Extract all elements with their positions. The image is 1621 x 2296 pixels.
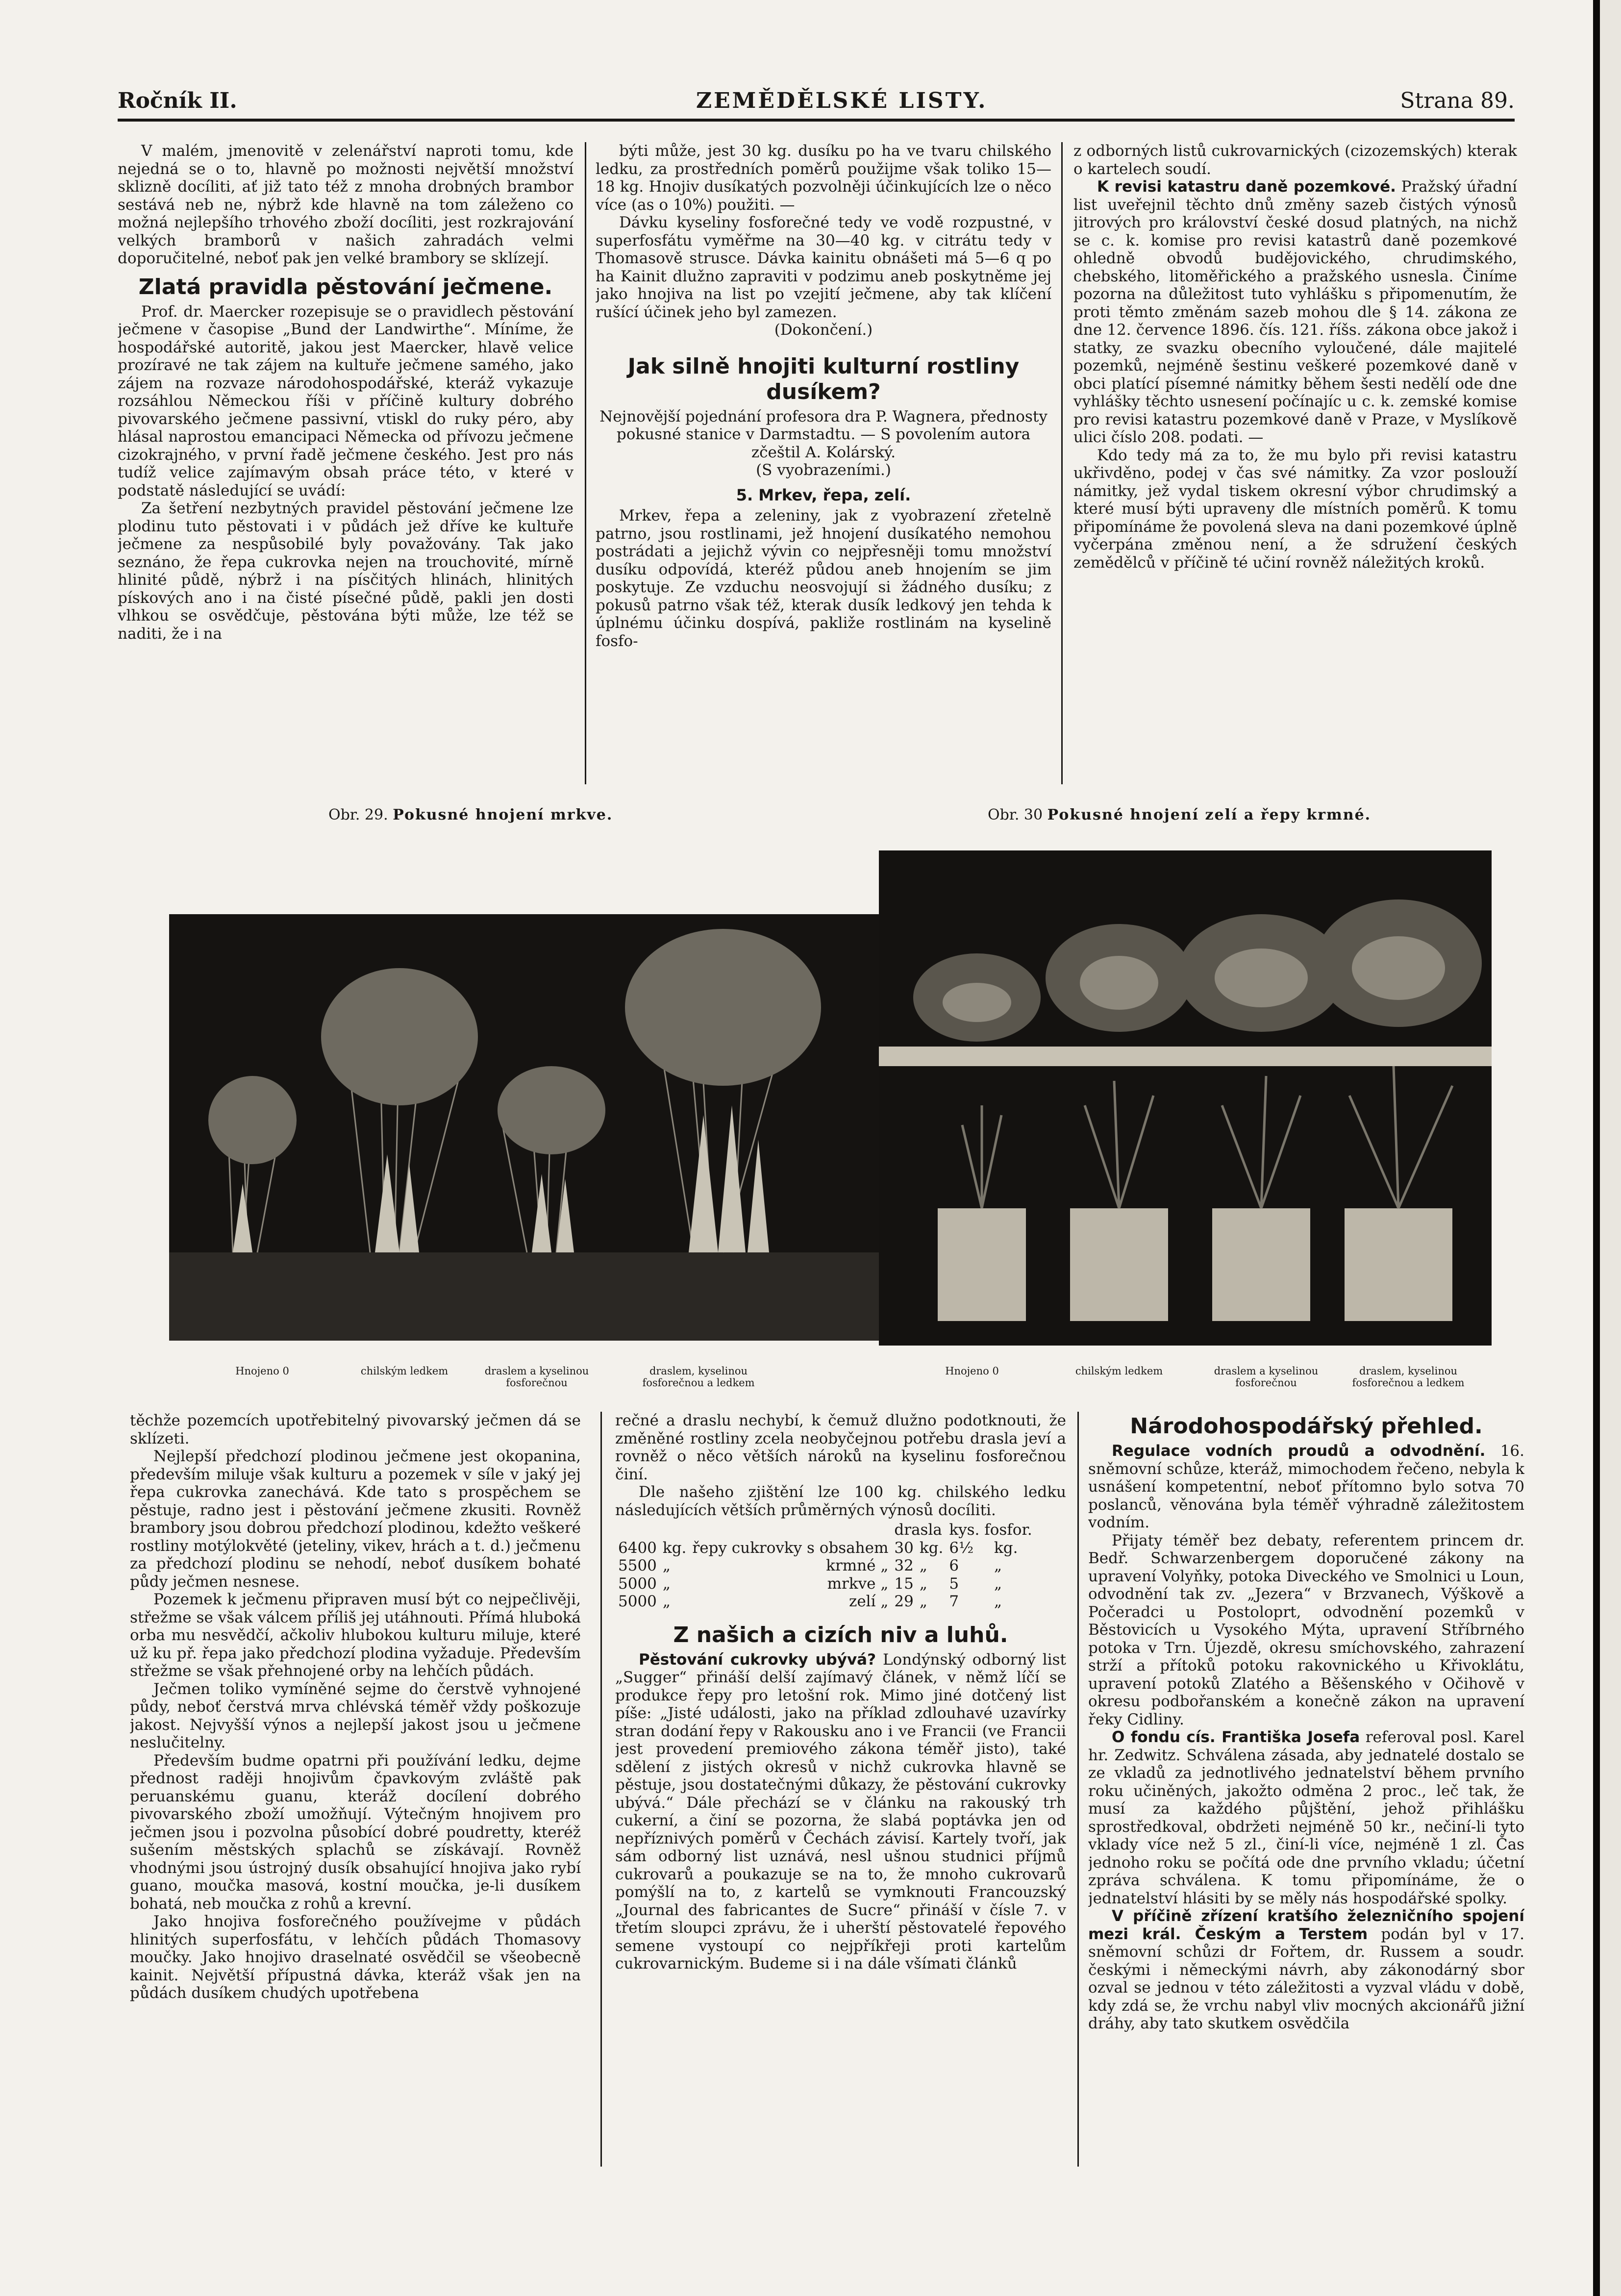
paragraph-text: 16. sněmovní schůze, kteráž, mimochodem řečeno, nebyla k usnášení kompetentní, neboť přítomno bylo sotva 70 poslanců, věnována byla téměř výhradně záležitostem vodním. [1088,1442,1524,1531]
figure-number: Obr. 30 [988,806,1043,824]
carrot-illustration [169,914,895,1341]
cabbage-beet-experiment-photo [879,850,1492,1346]
header-rule [118,119,1515,122]
cell: kg. [919,1539,944,1557]
cell: 32 [894,1557,914,1574]
paragraph: z odborných listů cukrovarnických (cizozemských) kterak o kartelech soudí. [1073,142,1517,178]
cell: 29 [894,1593,914,1610]
illustration-note: (S vyobrazeními.) [756,461,891,479]
cell: 5000 [618,1574,657,1593]
table-row [615,1557,1035,1575]
paragraph [1088,1442,1524,1532]
figure-title: Pokusné hnojení zelí a řepy krmné. [1047,806,1372,824]
paragraph: Mrkev, řepa a zeleniny, jak z vyobrazení zřetelně patrno, jsou rostlinami, jež hnojení dusíkatého nemohou postrádati a jejichž vývin co nejpřesněji tomu množství dusíku odpovídá, kteréž půdou aneb hnojením se jim poskytuje. Ze vzduchu neosvojují si žádného dusíku; z pokusů patrno však též, kterak dusík ledkový jen tehda k úplnému účinku dospívá, pakliže rostlinám na kyselině fosfo- [596,507,1051,650]
article-heading: Jak silně hnojiti kulturní rostliny dusíkem? [627,353,1020,404]
cell: 6 [949,1557,959,1574]
paragraph: Dle našeho zjištění lze 100 kg. chilského ledku následujících větších průměrných výnosů docíliti. [615,1483,1066,1519]
column-header: drasla [894,1521,942,1539]
section-heading: Z našich a cizích niv a luhů. [673,1622,1008,1647]
paragraph-text: referoval posl. Karel hr. Zedwitz. Schválena zásada, aby jednatelé dostalo se ze vkladů za jednotlivého jednatelství během prvního roku učiněných, jakožto odměna 2 proc., leč tak, že musí za každého půjštění, jehož přihlášku sprostředkoval, obdržeti nejméně 50 kr., nečiní-li tyto vklady více než 5 zl., činí-li více, nejméně 1 zl. Čas jednoho roku se počítá ode dne prvního vkladu; účetní zpráva schválena. K tomu připomínáme, že o jednatelství hlásiti by se měly nás hospodářské spolky. [1088,1728,1524,1907]
cell: „ [662,1574,671,1593]
plot-label: Hnojeno 0 [945,1365,999,1377]
paragraph: Za šetření nezbytných pravidel pěstování ječmene lze plodinu tuto pěstovati i v půdách jež dříve ke kultuře ječmene za nespůsobilé byly považovány. Tak jako seznáno, že řepa cukrovka nejen na trouchovité, mírně hlinité půdě, nýbrž i na písčitých hlinách, hlinitých pískových ano i na čisté písečné půdě, pakli jen dosti vlhkou se osvědčuje, pěstována býti může, lze též se naditi, že i na [118,499,574,643]
cell: kg. [662,1539,687,1557]
plot-label: chilským ledkem [360,1365,449,1377]
figure-title: Pokusné hnojení mrkve. [393,806,613,824]
cell: „ [919,1593,927,1610]
plot-label: draslem a kyselinou fosforečnou [1214,1365,1319,1389]
column-2-top [596,142,1051,789]
cell: 15 [894,1574,914,1593]
paragraph-text: podán byl v 17. sněmovní schůzi dr Fořtem, dr. Russem a soudr. českými i německými návrh, aby zákonodárný sbor ozval se jednou v této záležitosti a vyzval vládu v době, kdy zdá se, že vrchu nabyl vliv mocných akcionářů jižní dráhy, aby tato skutkem osvědčila [1088,1925,1524,2032]
plot-label: draslem a kyselinou fosforečnou [484,1365,589,1389]
article-lead: V příčině zřízení kratšího železničního spojení mezi král. Českým a Terstem [1088,1907,1524,1943]
continuation-note: (Dokončení.) [774,321,873,339]
figure-30-labels [879,1365,1492,1395]
column-1-top [118,142,574,789]
paragraph [615,1651,1066,1973]
column-divider [600,1412,602,2167]
article-lead: Pěstování cukrovky ubývá? [639,1650,876,1669]
figure-30-caption [988,806,1371,824]
paragraph: Přijaty téměř bez debaty, referentem princem dr. Bedř. Schwarzenbergem doporučené zákony na upravení Volyňky, potoka Diveckého ve Smolnici u Loun, odvodnění tak zv. „Jezera“ v Brzvanech, Výškově a Počeradci u Postoloprt, odvodnění pozemků v Běstovicích u Vysokého Mýta, upravení Stříbrného potoka v Trn. Újezdě, okresu smíchovského, zahrazení strží a přítoků potoku rakovnického u Křivoklátu, upravení potoků Zlatého a Běšenského v Očihově v okresu podbořanském a konečně zákon na upravení řeky Cidliny. [1088,1531,1524,1728]
page-number: Strana 89. [1400,88,1515,113]
cell: „ [919,1574,927,1593]
cell: „ [994,1574,1002,1593]
table-row [615,1539,1035,1557]
paragraph: Jako hnojiva fosforečného používejme v půdách hlinitých superfosfátu, v lehčích půdách Thomasovy moučky. Jako hnojivo draselnaté osvědčil se všeobecně kainit. Největší přípustná dávka, kteráž však jen na půdách dusíkem chudých upotřebena [130,1913,581,2002]
page-header [118,88,1515,118]
column-1-bottom [130,1412,581,2167]
figure-29-labels [169,1365,895,1395]
article-heading: Zlatá pravidla pěstování ječmene. [138,274,553,299]
plot-label: draslem, kyselinou fosforečnou a ledkem [1352,1365,1465,1389]
cell: 6½ [949,1539,974,1557]
cell: mrkve „ [827,1574,889,1593]
paragraph: Pozemek k ječmenu připraven musí být co nejpečlivěji, střežme se však válcem příliš jej utáhnouti. Přímá hluboká orba mu nesvědčí, ačkoliv hlubokou kulturu miluje, které už ku př. řepa jako předchozí plodina vyžaduje. Především střežme se však přehnojené orby na lehčích půdách. [130,1591,581,1680]
section-subheading: 5. Mrkev, řepa, zelí. [736,485,911,504]
cell: 5000 [618,1593,657,1610]
cell: „ [662,1557,671,1574]
figure-29-caption [328,806,613,824]
figure-number: Obr. 29. [328,806,388,824]
paragraph [1088,1907,1524,2033]
cell: zelí „ [848,1593,889,1610]
table-header-row [615,1521,1035,1539]
column-divider [1077,1412,1079,2167]
column-divider [1061,142,1063,784]
column-divider [585,142,586,784]
paragraph: Kdo tedy má za to, že mu bylo při revisi katastru ukřivděno, podej v čas své námitky. Za vzor poslouží námitky, jež vydal tiskem okresní výbor chrudimský a které musí býti upraveny dle místních poměrů. K tomu připomínáme že povolená sleva na dani pozemkové úplně vyčerpána změnou není, a že sdružení českých zemědělců v příčině té učiní rovněž náležitých kroků. [1073,446,1517,572]
paragraph-text: Pražský úřadní list uveřejnil těchto dnů změny sazeb čistých výnosů jitrových pro království české dosud platných, na nichž se c. k. komise pro revisi katastrů daně pozemkové ohledně obvodů budějovického, chrudimského, chebského, litoměřického a pražského usnesla. Činíme pozorna na důležitost tuto vyhlášku s připomenutím, že proti těmto změnám sazeb mohou dle § 14. zákona ze dne 12. července 1896. čís. 121. říšs. zákona obce jakož i statky, ze svazku obecního vyloučené, dále majitelé pozemků, nejméně šestinu veškeré pozemkové daně v obci platící písemné námitky během šesti nedělí ode dne vyhlášky těchto usnesení počínajíc u c. k. zemské komise pro revisi katastru pozemkové daně v Praze, v Myslíkově ulici číslo 208. podati. — [1073,178,1517,446]
section-heading: Národohospodářský přehled. [1130,1414,1483,1439]
table-row [615,1575,1035,1593]
cell: řepy cukrovky s obsahem [692,1539,889,1557]
cabbage-beet-illustration [879,850,1492,1346]
paragraph: Nejlepší předchozí plodinou ječmene jest okopanina, především miluje však kulturu a pozemek v síle v jaký jej řepa cukrovka zanechává. Kde tato s prospěchem se pěstuje, radno jest i pěstování ječmene zkusiti. Rovněž brambory jsou dobrou předchozí plodinou, kdežto veškeré rostliny motýlokvěté (jeteliny, vikev, hrách a t. d.) ječmenu za předchozí plodinu se nehodí, neboť dusíkem bohaté půdy ječmen nesnese. [130,1447,581,1591]
paragraph: Prof. dr. Maercker rozepisuje se o pravidlech pěstování ječmene v časopise „Bund der Landwirthe“. Míníme, že hospodářské autoritě, jakou jest Maercker, hlavě velice prozíravé ne tak zájem na kultuře ječmene samého, jako zájem na rozvaze národohospodářské, kteráž vykazuje rozsáhlou Německou říši v příčině kultury dobrého pivovarského ječmene passivní, vtiskl do ruky péro, aby hlásal naprostou emancipaci Německa od přívozu ječmene cizokrajného, v první řadě ječmene českého. Jest pro nás tudíž velice zajímavým obsah práce této, v které v podstatě následující se uvádí: [118,302,574,499]
table-row [615,1593,1035,1611]
byline: Nejnovější pojednání profesora dra P. Wagnera, přednosty pokusné stanice v Darmstadtu. — S povolením autora zčeštil A. Kolárský. [599,407,1047,461]
cell: 30 [894,1539,914,1557]
paragraph: rečné a draslu nechybí, k čemuž dlužno podotknouti, že změněné rostliny zcela neobyčejnou potřebu drasla jeví a rovněž o něco větších nároků na kyselinu fosforečnou činí. [615,1412,1066,1483]
cell: 5 [949,1574,959,1593]
paragraph: Dávku kyseliny fosforečné tedy ve vodě rozpustné, v superfosfátu vyměřme na 30—40 kg. v citrátu tedy v Thomasově strusce. Dávka kainitu obnášeti má 5—6 q po ha Kainit dlužno zapraviti v podzimu aneb poskytněme jej jako hnojiva na list po vzejití ječmene, aby tak klíčení rušící účinek jeho byl zamezen. [596,214,1051,321]
cell: „ [919,1557,927,1574]
cell: 6400 [618,1539,657,1557]
paragraph: Především budme opatrni při používání ledku, dejme přednost raději hnojivům čpavkovým zvláště pak peruanskému guanu, kteráž docílení dobrého pivovarského zboží umožňují. Výtečným hnojivem pro ječmen jsou i pozvolna působící dobré poudretty, kteréž sušením městských splachů se získávají. Rovněž vhodnými jsou ústrojný dusík obsahující hnojiva jako rybí guano, moučka masová, kostní moučka, je-li dusíkem bohatá, neb moučka z rohů a krevní. [130,1751,581,1913]
paragraph: býti může, jest 30 kg. dusíku po ha ve tvaru chilského ledku, za prostředních poměrů použijme však toliko 15—18 kg. Hnojiv dusíkatých pozvolněji účinkujících lze o něco více (as o 10%) použiti. — [596,142,1051,214]
carrot-experiment-photo [169,914,895,1341]
plot-label: Hnojeno 0 [235,1365,289,1377]
column-3-top [1073,142,1517,789]
column-3-bottom [1088,1412,1524,2167]
article-lead: O fondu cís. Františka Josefa [1112,1728,1360,1746]
paragraph-text: Londýnský odborný list „Sugger“ přináší delší zajímavý článek, v němž líčí se produkce řepy pro letošní rok. Mimo jiné dotčený list píše: „Jisté události, jako na příklad zdlouhavé uzavírky stran dodání řepy v Rakousku ano i ve Francii (ve Francii jest provedení premiového zákona téměř jisto), také sdělení z jistých okresů v nichž cukrovka hlavně se pěstuje, jsou dostatečnými důkazy, že pěstování cukrovky ubývá.“ Dále přechází se v článku na rakouský trh cukerní, a činí se pozorna, že slabá poptávka jen od nepříznivých poměrů v Čechách závisí. Kartely tvoří, jak sám odborný list uznává, nesl ušnou studnici příjmů cukrovarů a poukazuje se na to, že mnoho cukrovarů pomýšlí na to, z kartelů se vymknouti Francouzský „Journal des fabricantes de Sucre“ přináší v čísle 7. v třetím sloupci zprávu, že i uherští pěstovatelé řepového semene vystoupí co nejpříkřeji proti kartelům cukrovarnickým. Budeme si i na dále všímati článků [615,1650,1066,1972]
column-2-bottom [615,1412,1066,2167]
paragraph: V malém, jmenovitě v zelenářství naproti tomu, kde nejedná se o to, hlavně po možnosti největší množství sklizně docíliti, ať již tato též z mnoha drobných brambor sestává neb ne, nýbrž kde hlavně na tom záleženo co možná nejlepšího trhového zboží docíliti, jest rozkrajování velkých bramborů v našich zahradách velmi doporučitelné, neboť pak jen velké brambory se sklízejí. [118,142,574,267]
article-lead: K revisi katastru daně pozemkové. [1097,178,1396,196]
paragraph: Ječmen toliko vymíněné sejme do čerstvě vyhnojené půdy, neboť čerstvá mrva chlévská téměř vždy poškozuje jakost. Nejvyšší výnos a nejlepší jakost jsou u ječmene neslučitelny. [130,1680,581,1751]
cell: 7 [949,1593,959,1610]
article-lead: Regulace vodních proudů a odvodnění. [1112,1442,1486,1460]
volume-label: Ročník II. [118,88,237,113]
paragraph [1088,1728,1524,1907]
cell: 5500 [618,1557,657,1574]
cell: „ [662,1593,671,1610]
yield-table [615,1521,1035,1611]
cell: kg. [994,1539,1018,1557]
column-header: kys. fosfor. [949,1521,1032,1539]
cell: krmné „ [826,1557,889,1574]
journal-title: ZEMĚDĚLSKÉ LISTY. [696,88,988,113]
paragraph: těchže pozemcích upotřebitelný pivovarský ječmen dá se sklízeti. [130,1412,581,1447]
cell: „ [994,1557,1002,1574]
paragraph [1073,178,1517,447]
plot-label: draslem, kyselinou fosforečnou a ledkem [642,1365,755,1389]
plot-label: chilským ledkem [1075,1365,1163,1377]
cell: „ [994,1593,1002,1610]
